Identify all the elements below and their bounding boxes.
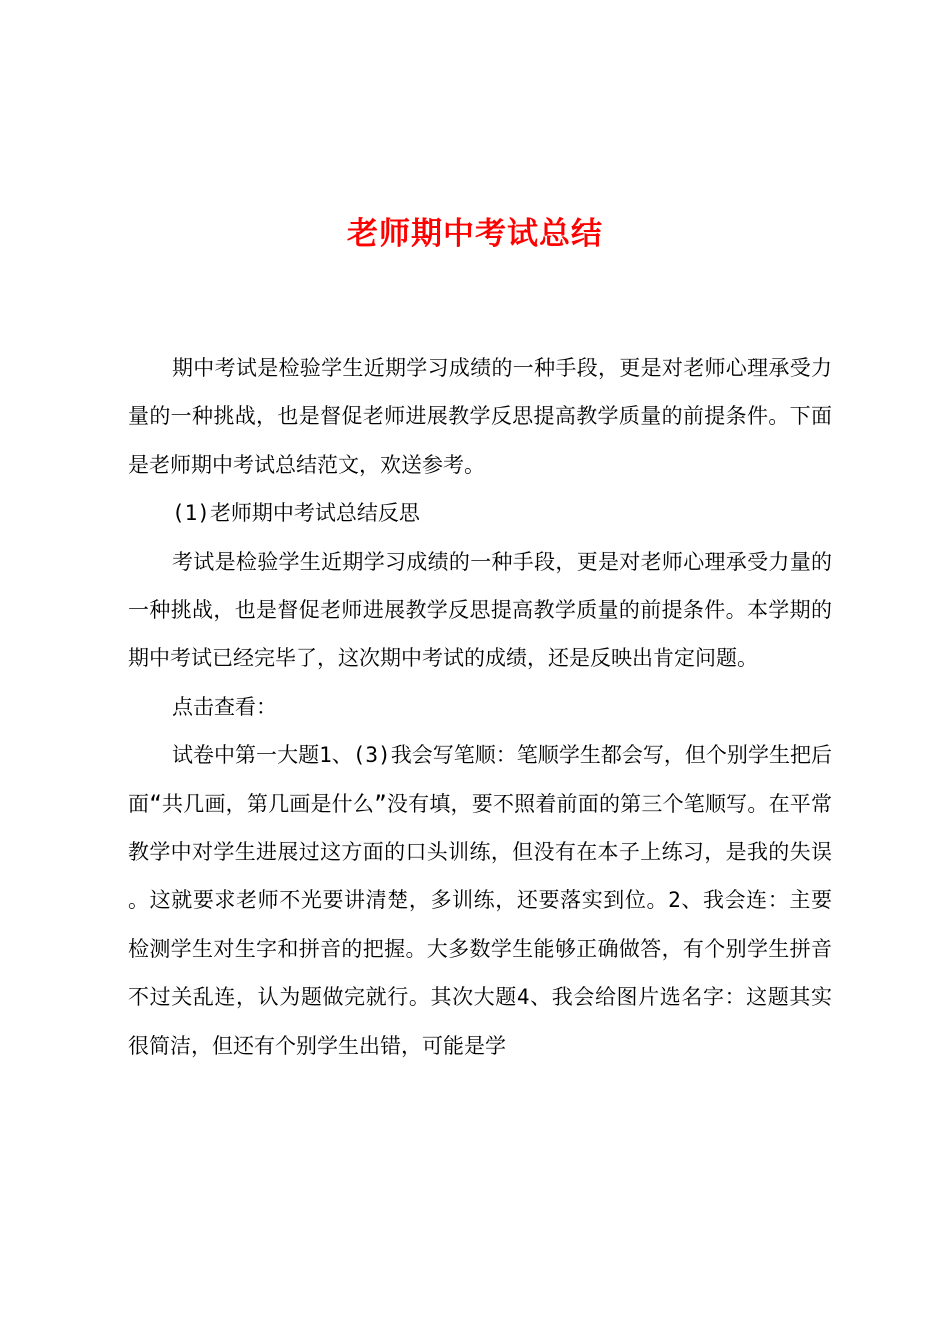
document-body	[128, 344, 832, 1070]
document-title: 老师期中考试总结	[347, 216, 603, 252]
section-heading: (1)老师期中考试总结反思	[172, 501, 420, 526]
intro-paragraph: 期中考试是检验学生近期学习成绩的一种手段，更是对老师心理承受力量的一种挑战，也是督促老师进展教学反思提高教学质量的前提条件。下面是老师期中考试总结范文，欢送参考。	[128, 356, 832, 477]
body-paragraph: 试卷中第一大题1、(3)我会写笔顺：笔顺学生都会写，但个别学生把后面“共几画，第几画是什么”没有填，要不照着前面的第三个笔顺写。在平常教学中对学生进展过这方面的口头训练，但没有在本子上练习，是我的失误。这就要求老师不光要讲清楚，多训练，还要落实到位。2、我会连：主要检测学生对生字和拼音的把握。大多数学生能够正确做答，有个别学生拼音不过关乱连，认为题做完就行。其次大题4、我会给图片选名字：这题其实很简洁，但还有个别学生出错，可能是学	[128, 743, 832, 1058]
click-to-view-text: 点击查看：	[172, 694, 277, 719]
body-paragraph: 考试是检验学生近期学习成绩的一种手段，更是对老师心理承受力量的一种挑战，也是督促老师进展教学反思提高教学质量的前提条件。本学期的期中考试已经完毕了，这次期中考试的成绩，还是反映出肯定问题。	[128, 549, 832, 671]
